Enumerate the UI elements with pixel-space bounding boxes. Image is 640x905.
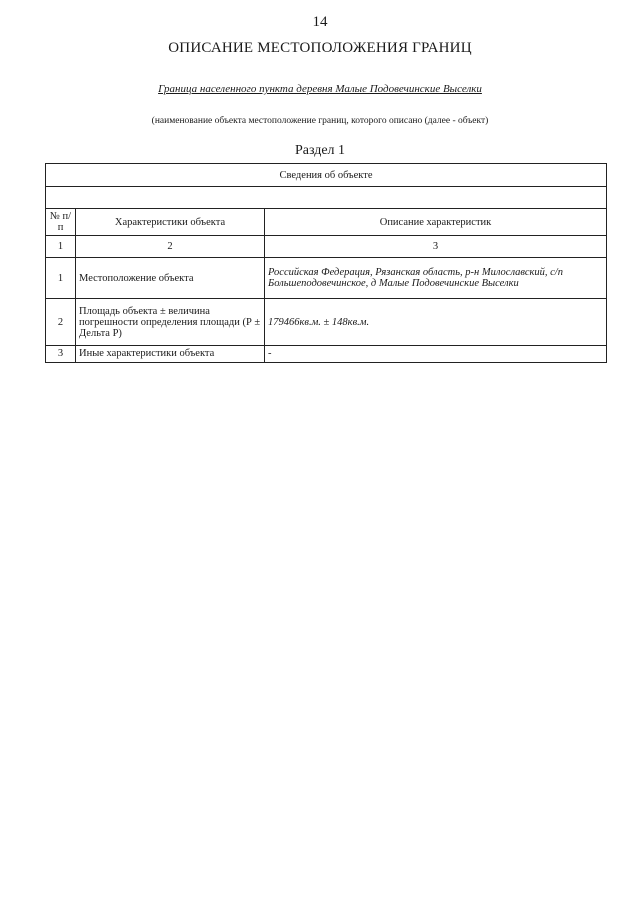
section-title: Раздел 1 xyxy=(294,143,346,158)
row-num: 1 xyxy=(46,258,76,299)
page-number: 14 xyxy=(312,14,328,30)
column-index-2: 2 xyxy=(76,236,265,258)
object-name-text: Граница населенного пункта деревня Малые Подовечинские Выселки xyxy=(158,83,482,95)
row-description: Российская Федерация, Рязанская область, р-н Милославский, с/п Большеподовечинское, д Малые Подовечинские Выселки xyxy=(265,258,607,299)
object-name xyxy=(0,83,640,95)
row-description: - xyxy=(265,346,607,363)
row-num: 2 xyxy=(46,299,76,346)
column-index-row xyxy=(46,236,607,258)
row-characteristic: Площадь объекта ± величина погрешности определения площади (Р ± Дельта Р) xyxy=(76,299,265,346)
object-info-table xyxy=(45,163,607,363)
column-header-characteristic: Характеристики объекта xyxy=(76,209,265,236)
column-header-description: Описание характеристик xyxy=(265,209,607,236)
table-empty-cell xyxy=(46,187,607,209)
row-description: 179466кв.м. ± 148кв.м. xyxy=(265,299,607,346)
document-title: ОПИСАНИЕ МЕСТОПОЛОЖЕНИЯ ГРАНИЦ xyxy=(168,40,472,56)
table-header: Сведения об объекте xyxy=(46,164,607,187)
table-row xyxy=(46,346,607,363)
row-characteristic: Местоположение объекта xyxy=(76,258,265,299)
row-characteristic: Иные характеристики объекта xyxy=(76,346,265,363)
column-index-3: 3 xyxy=(265,236,607,258)
object-caption: (наименование объекта местоположение границ, которого описано (далее - объект) xyxy=(151,116,489,126)
column-headers-row xyxy=(46,209,607,236)
table-header-row xyxy=(46,164,607,187)
column-header-num: № п/п xyxy=(46,209,76,236)
row-num: 3 xyxy=(46,346,76,363)
table-row xyxy=(46,258,607,299)
column-index-1: 1 xyxy=(46,236,76,258)
table-row xyxy=(46,299,607,346)
table-empty-row xyxy=(46,187,607,209)
